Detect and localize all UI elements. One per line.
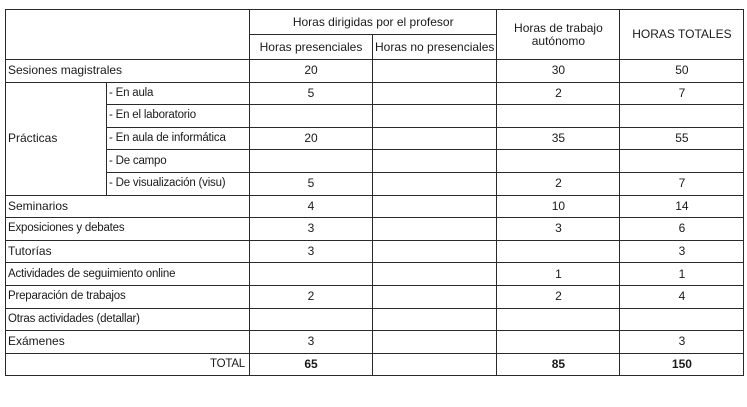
row-label: - De visualización (visu) (107, 172, 250, 195)
table-row (6, 127, 744, 150)
header-totales: HORAS TOTALES (620, 10, 744, 60)
total-no-presenciales (373, 353, 497, 376)
cell-totales: 3 (620, 240, 744, 263)
cell-presenciales: 3 (250, 240, 373, 263)
cell-no-presenciales (373, 331, 497, 354)
table-row (6, 195, 744, 218)
cell-no-presenciales (373, 240, 497, 263)
cell-no-presenciales (373, 105, 497, 128)
cell-totales: 55 (620, 127, 744, 150)
cell-totales: 6 (620, 218, 744, 241)
cell-autonomo: 2 (497, 82, 620, 105)
cell-no-presenciales (373, 218, 497, 241)
cell-presenciales (250, 150, 373, 173)
cell-presenciales: 3 (250, 218, 373, 241)
cell-autonomo: 3 (497, 218, 620, 241)
row-label: Preparación de trabajos (6, 285, 250, 308)
header-dirigidas: Horas dirigidas por el profesor (250, 10, 497, 35)
row-label: - En aula de informática (107, 127, 250, 150)
table-row (6, 105, 744, 128)
table-row (6, 285, 744, 308)
cell-autonomo: 10 (497, 195, 620, 218)
cell-presenciales (250, 263, 373, 286)
row-label: - En aula (107, 82, 250, 105)
cell-no-presenciales (373, 308, 497, 331)
cell-no-presenciales (373, 263, 497, 286)
cell-totales: 7 (620, 172, 744, 195)
row-label: Tutorías (6, 240, 250, 263)
cell-presenciales (250, 105, 373, 128)
cell-totales (620, 308, 744, 331)
cell-presenciales: 5 (250, 82, 373, 105)
table-row (6, 263, 744, 286)
practicas-label: Prácticas (6, 82, 107, 195)
cell-autonomo: 2 (497, 285, 620, 308)
cell-autonomo (497, 105, 620, 128)
cell-totales: 50 (620, 60, 744, 83)
cell-presenciales: 5 (250, 172, 373, 195)
row-label: Otras actividades (detallar) (6, 308, 250, 331)
row-label: Exámenes (6, 331, 250, 354)
cell-totales: 4 (620, 285, 744, 308)
table-row (6, 172, 744, 195)
header-autonomo: Horas de trabajo autónomo (497, 10, 620, 60)
cell-totales (620, 105, 744, 128)
cell-totales: 1 (620, 263, 744, 286)
cell-no-presenciales (373, 195, 497, 218)
hours-table (5, 9, 744, 376)
cell-autonomo: 30 (497, 60, 620, 83)
cell-presenciales: 20 (250, 127, 373, 150)
cell-no-presenciales (373, 127, 497, 150)
cell-presenciales: 2 (250, 285, 373, 308)
cell-no-presenciales (373, 172, 497, 195)
cell-autonomo: 35 (497, 127, 620, 150)
cell-presenciales: 3 (250, 331, 373, 354)
total-presenciales: 65 (250, 353, 373, 376)
cell-totales (620, 150, 744, 173)
total-totales: 150 (620, 353, 744, 376)
cell-autonomo: 1 (497, 263, 620, 286)
cell-presenciales: 20 (250, 60, 373, 83)
table-row (6, 218, 744, 241)
row-label: Sesiones magistrales (6, 60, 250, 83)
cell-autonomo (497, 150, 620, 173)
table-row (6, 240, 744, 263)
table-row (6, 331, 744, 354)
row-label: - De campo (107, 150, 250, 173)
cell-totales: 7 (620, 82, 744, 105)
table-row (6, 82, 744, 105)
cell-autonomo (497, 331, 620, 354)
total-row (6, 353, 744, 376)
cell-totales: 3 (620, 331, 744, 354)
cell-no-presenciales (373, 285, 497, 308)
cell-no-presenciales (373, 60, 497, 83)
header-presenciales: Horas presenciales (250, 35, 373, 60)
header-no-presenciales: Horas no presenciales (373, 35, 497, 60)
row-label: Exposiciones y debates (6, 218, 250, 241)
row-label: - En el laboratorio (107, 105, 250, 128)
cell-autonomo (497, 308, 620, 331)
cell-presenciales (250, 308, 373, 331)
total-autonomo: 85 (497, 353, 620, 376)
table-row (6, 308, 744, 331)
header-empty-cell (6, 10, 250, 60)
row-label: Seminarios (6, 195, 250, 218)
cell-no-presenciales (373, 82, 497, 105)
row-label: Actividades de seguimiento online (6, 263, 250, 286)
cell-presenciales: 4 (250, 195, 373, 218)
table-row (6, 60, 744, 83)
cell-totales: 14 (620, 195, 744, 218)
cell-autonomo: 2 (497, 172, 620, 195)
total-label: TOTAL (6, 353, 250, 376)
table-row (6, 150, 744, 173)
cell-no-presenciales (373, 150, 497, 173)
cell-autonomo (497, 240, 620, 263)
header-row-1 (6, 10, 744, 35)
